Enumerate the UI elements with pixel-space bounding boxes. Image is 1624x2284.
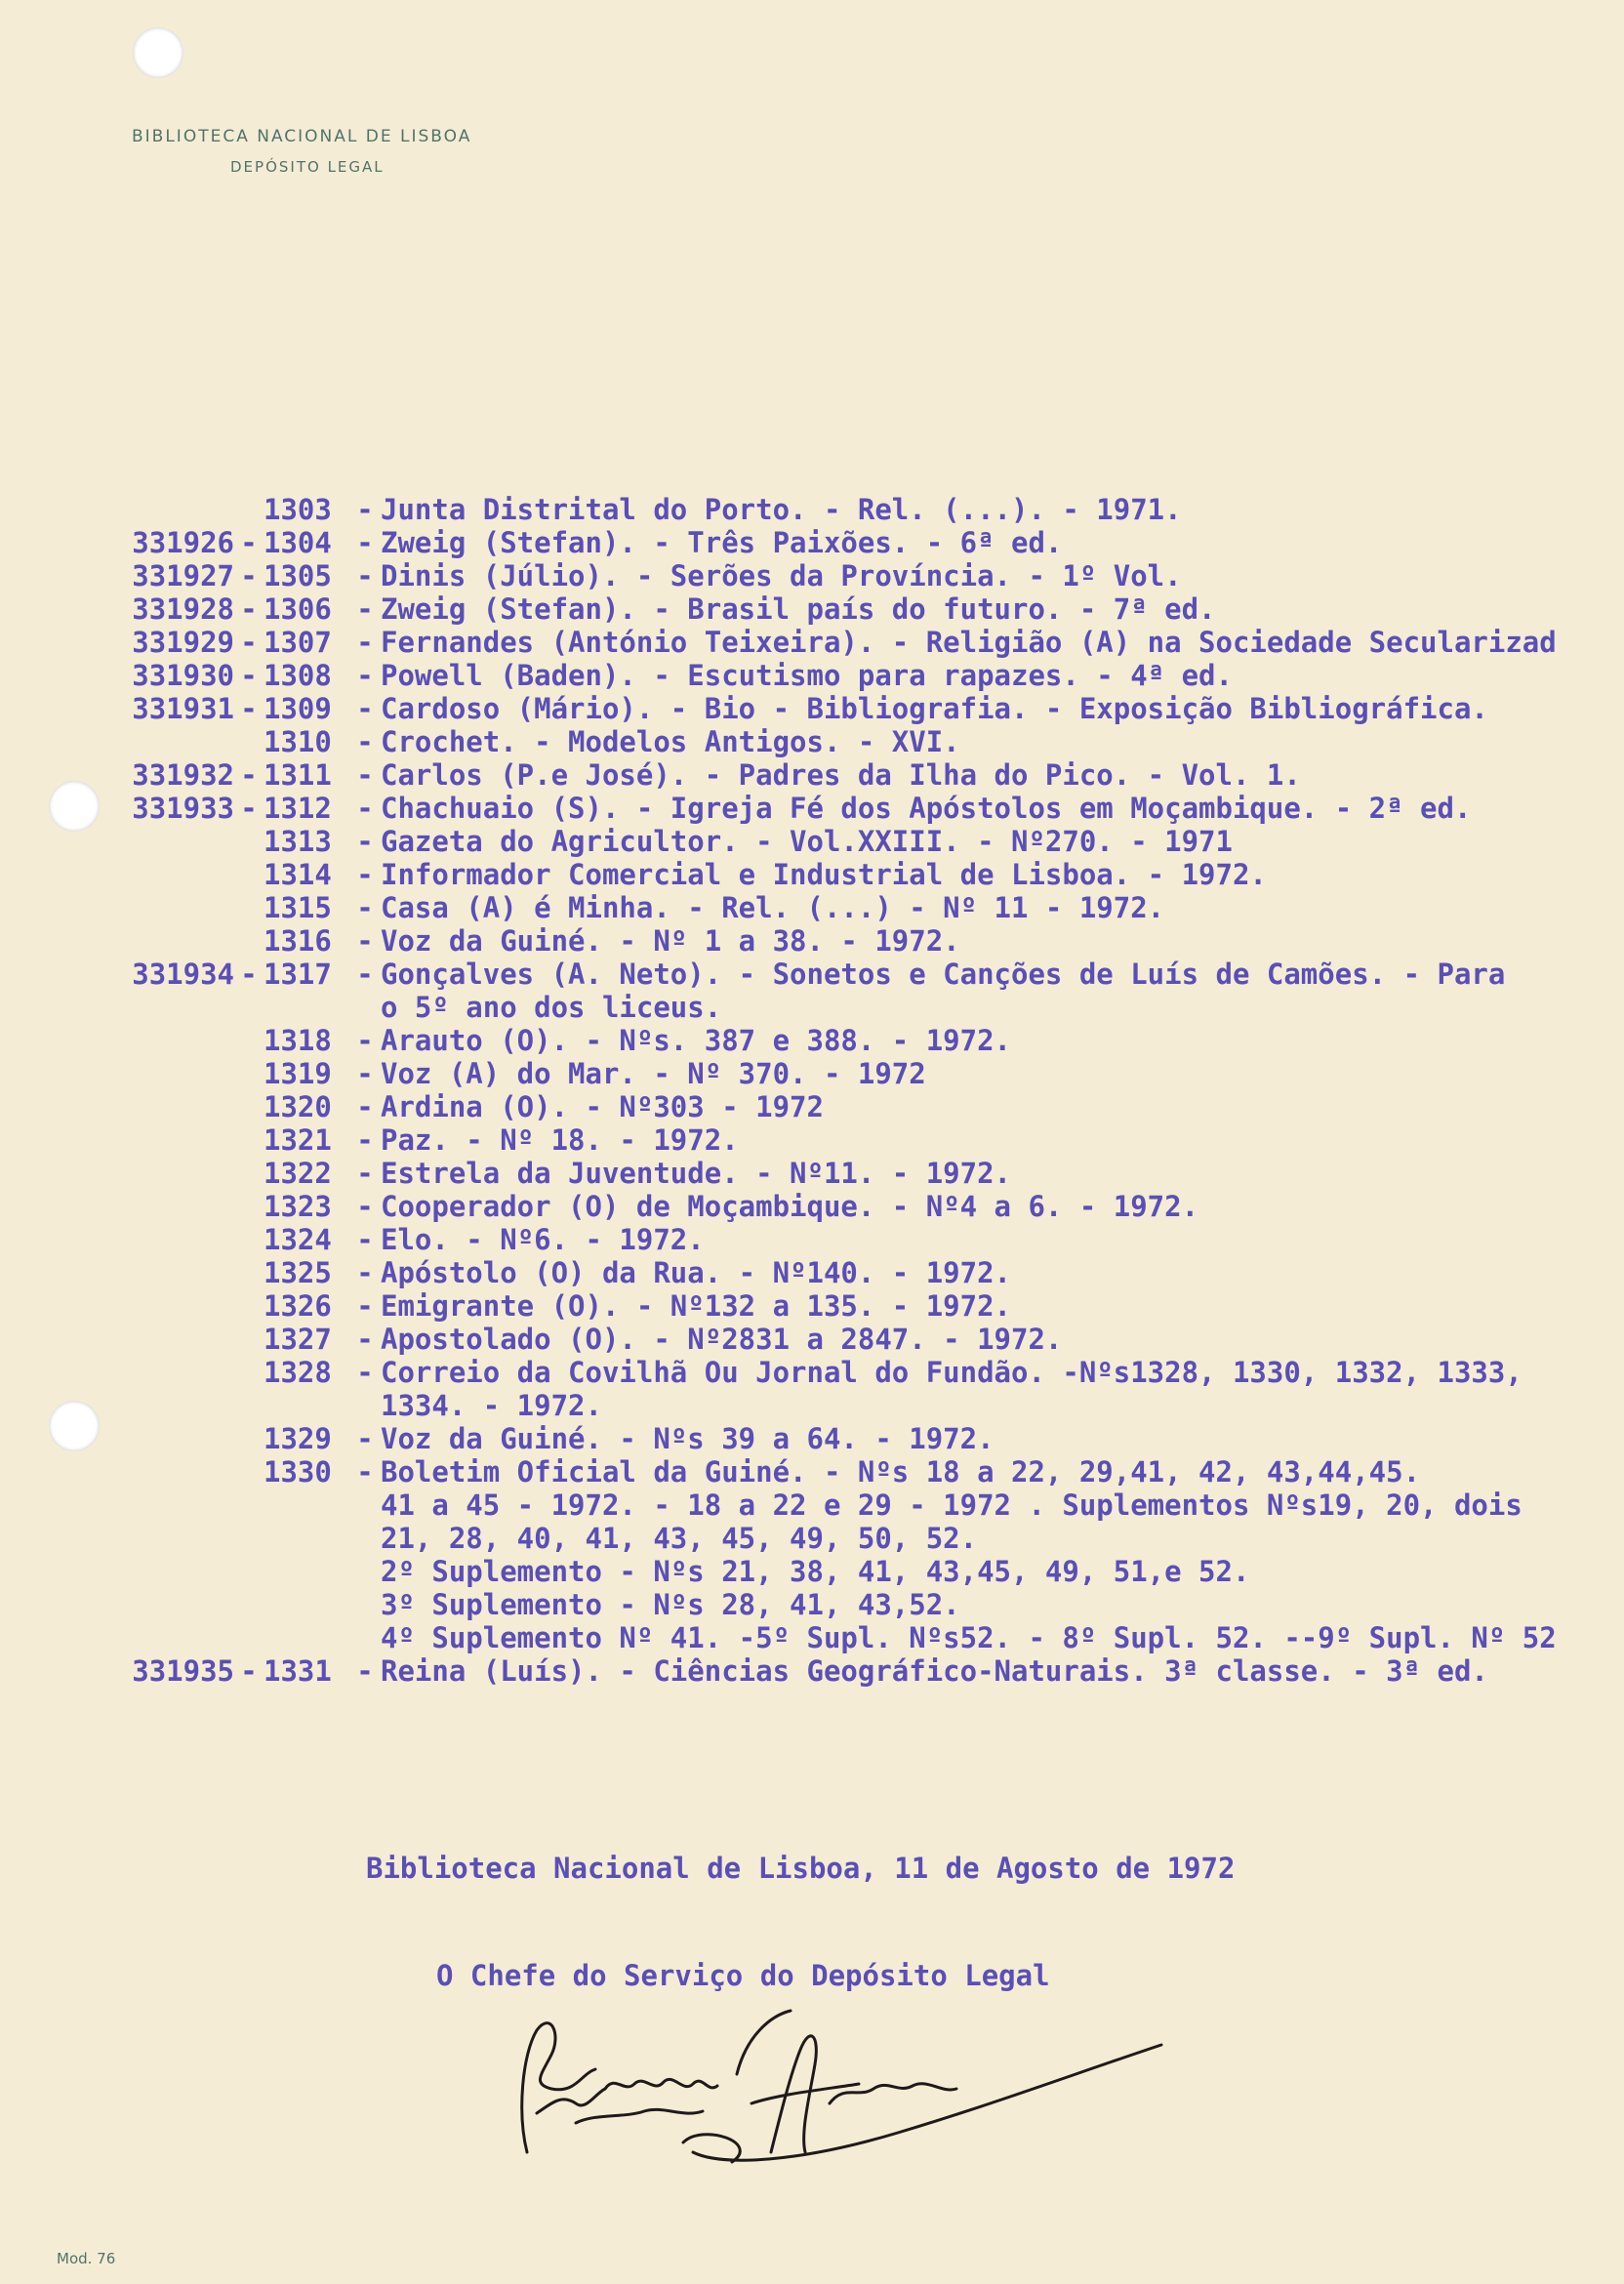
list-item — [98, 1422, 1615, 1455]
entry-text: Zweig (Stefan). - Três Paixões. - 6ª ed. — [381, 526, 1063, 559]
accession-number: 331934 — [132, 958, 234, 991]
entry-text: Carlos (P.e José). - Padres da Ilha do Pico. - Vol. 1. — [381, 758, 1301, 792]
separator-dash: - — [356, 1024, 374, 1057]
separator-dash: - — [356, 1223, 374, 1256]
footer-chief-line: O Chefe do Serviço do Depósito Legal — [436, 1959, 1050, 1992]
signature — [508, 1996, 1171, 2191]
separator-dash: - — [240, 692, 258, 725]
separator-dash: - — [356, 592, 374, 626]
entry-number: 1309 — [264, 692, 332, 725]
entry-number: 1324 — [264, 1223, 332, 1256]
separator-dash: - — [356, 1356, 374, 1389]
separator-dash: - — [240, 592, 258, 626]
separator-dash: - — [356, 891, 374, 924]
list-item — [98, 891, 1615, 924]
entry-number: 1314 — [264, 858, 332, 891]
separator-dash: - — [240, 1654, 258, 1688]
separator-dash: - — [240, 559, 258, 592]
footer-date-line: Biblioteca Nacional de Lisboa, 11 de Agosto de 1972 — [366, 1852, 1236, 1885]
list-item — [98, 792, 1615, 825]
entry-text: Cardoso (Mário). - Bio - Bibliografia. - Exposição Bibliográfica. — [381, 692, 1488, 725]
entry-number: 1305 — [264, 559, 332, 592]
accession-number: 331932 — [132, 758, 234, 792]
list-item — [98, 1090, 1615, 1123]
entry-text: Voz da Guiné. - Nºs 39 a 64. - 1972. — [381, 1422, 995, 1455]
separator-dash: - — [356, 725, 374, 758]
entry-text: Dinis (Júlio). - Serões da Província. - 1º Vol. — [381, 559, 1182, 592]
list-item — [98, 958, 1615, 991]
entry-number: 1321 — [264, 1123, 332, 1157]
entry-number: 1331 — [264, 1654, 332, 1688]
entry-number: 1312 — [264, 792, 332, 825]
list-item — [98, 1289, 1615, 1323]
punch-hole-bottom — [49, 1401, 100, 1451]
separator-dash: - — [356, 1422, 374, 1455]
accession-number: 331935 — [132, 1654, 234, 1688]
entry-continuation: 21, 28, 40, 41, 43, 45, 49, 50, 52. — [381, 1522, 978, 1555]
list-item — [98, 1057, 1615, 1090]
form-number: Mod. 76 — [57, 2250, 116, 2267]
entry-number: 1325 — [264, 1256, 332, 1289]
separator-dash: - — [356, 792, 374, 825]
separator-dash: - — [356, 559, 374, 592]
letterhead-subtitle: DEPÓSITO LEGAL — [230, 158, 385, 176]
accession-number: 331927 — [132, 559, 234, 592]
letterhead-title: BIBLIOTECA NACIONAL DE LISBOA — [132, 127, 472, 146]
entry-number: 1319 — [264, 1057, 332, 1090]
entry-text: Zweig (Stefan). - Brasil país do futuro. - 7ª ed. — [381, 592, 1216, 626]
entry-number: 1315 — [264, 891, 332, 924]
entry-number: 1303 — [264, 493, 332, 526]
entry-number: 1323 — [264, 1190, 332, 1223]
entry-text: Casa (A) é Minha. - Rel. (...) - Nº 11 - 1972. — [381, 891, 1165, 924]
entry-text: Fernandes (António Teixeira). - Religião (A) na Sociedade Secularizad — [381, 626, 1557, 659]
separator-dash: - — [356, 958, 374, 991]
entry-text: Voz (A) do Mar. - Nº 370. - 1972 — [381, 1057, 926, 1090]
separator-dash: - — [356, 493, 374, 526]
entry-number: 1322 — [264, 1157, 332, 1190]
entry-continuation: 4º Suplemento Nº 41. -5º Supl. Nºs52. - 8º Supl. 52. --9º Supl. Nº 52 — [381, 1621, 1557, 1654]
accession-number: 331931 — [132, 692, 234, 725]
entry-text: Paz. - Nº 18. - 1972. — [381, 1123, 739, 1157]
entry-number: 1317 — [264, 958, 332, 991]
entry-number: 1328 — [264, 1356, 332, 1389]
entry-text: Elo. - Nº6. - 1972. — [381, 1223, 705, 1256]
entry-text: Gazeta do Agricultor. - Vol.XXIII. - Nº270. - 1971 — [381, 825, 1233, 858]
separator-dash: - — [240, 659, 258, 692]
separator-dash: - — [356, 858, 374, 891]
separator-dash: - — [356, 1090, 374, 1123]
list-item — [98, 1323, 1615, 1356]
separator-dash: - — [240, 758, 258, 792]
separator-dash: - — [356, 1654, 374, 1688]
separator-dash: - — [356, 758, 374, 792]
entry-number: 1311 — [264, 758, 332, 792]
entry-text: Apostolado (O). - Nº2831 a 2847. - 1972. — [381, 1323, 1063, 1356]
accession-number: 331930 — [132, 659, 234, 692]
entry-text: Voz da Guiné. - Nº 1 a 38. - 1972. — [381, 924, 960, 958]
list-item — [98, 1356, 1615, 1389]
list-item — [98, 1123, 1615, 1157]
separator-dash: - — [356, 659, 374, 692]
separator-dash: - — [356, 1289, 374, 1323]
separator-dash: - — [356, 924, 374, 958]
accession-number: 331933 — [132, 792, 234, 825]
entry-text: Reina (Luís). - Ciências Geográfico-Naturais. 3ª classe. - 3ª ed. — [381, 1654, 1488, 1688]
list-item — [98, 526, 1615, 559]
list-item — [98, 1024, 1615, 1057]
entry-number: 1308 — [264, 659, 332, 692]
separator-dash: - — [356, 1256, 374, 1289]
entry-text: Emigrante (O). - Nº132 a 135. - 1972. — [381, 1289, 1012, 1323]
list-item — [98, 825, 1615, 858]
separator-dash: - — [356, 1123, 374, 1157]
accession-number: 331929 — [132, 626, 234, 659]
separator-dash: - — [356, 692, 374, 725]
list-item — [98, 1654, 1615, 1688]
separator-dash: - — [356, 1190, 374, 1223]
list-item — [98, 692, 1615, 725]
punch-hole-top — [133, 27, 183, 78]
entry-text: Cooperador (O) de Moçambique. - Nº4 a 6. - 1972. — [381, 1190, 1199, 1223]
list-item — [98, 559, 1615, 592]
entry-number: 1326 — [264, 1289, 332, 1323]
list-item — [98, 1223, 1615, 1256]
entry-continuation: 2º Suplemento - Nºs 21, 38, 41, 43,45, 49, 51,e 52. — [381, 1555, 1250, 1588]
entry-text: Powell (Baden). - Escutismo para rapazes. - 4ª ed. — [381, 659, 1233, 692]
separator-dash: - — [240, 626, 258, 659]
list-item — [98, 1256, 1615, 1289]
punch-hole-middle — [49, 781, 100, 832]
entry-text: Boletim Oficial da Guiné. - Nºs 18 a 22, 29,41, 42, 43,44,45. — [381, 1455, 1421, 1489]
separator-dash: - — [356, 526, 374, 559]
entry-text: Crochet. - Modelos Antigos. - XVI. — [381, 725, 960, 758]
entry-text: Arauto (O). - Nºs. 387 e 388. - 1972. — [381, 1024, 1012, 1057]
entry-text: Gonçalves (A. Neto). - Sonetos e Canções de Luís de Camões. - Para — [381, 958, 1506, 991]
list-item — [98, 1455, 1615, 1489]
entry-number: 1316 — [264, 924, 332, 958]
list-item — [98, 626, 1615, 659]
list-item — [98, 659, 1615, 692]
entry-text: Estrela da Juventude. - Nº11. - 1972. — [381, 1157, 1012, 1190]
entry-number: 1329 — [264, 1422, 332, 1455]
separator-dash: - — [356, 1157, 374, 1190]
entry-continuation: o 5º ano dos liceus. — [381, 991, 722, 1024]
deposit-list — [98, 493, 1615, 1688]
entry-text: Ardina (O). - Nº303 - 1972 — [381, 1090, 824, 1123]
entry-number: 1320 — [264, 1090, 332, 1123]
entry-number: 1310 — [264, 725, 332, 758]
accession-number: 331928 — [132, 592, 234, 626]
list-item — [98, 758, 1615, 792]
separator-dash: - — [240, 958, 258, 991]
separator-dash: - — [356, 825, 374, 858]
entry-continuation: 1334. - 1972. — [381, 1389, 602, 1422]
accession-number: 331926 — [132, 526, 234, 559]
separator-dash: - — [356, 1455, 374, 1489]
entry-number: 1330 — [264, 1455, 332, 1489]
list-item — [98, 592, 1615, 626]
entry-text: Junta Distrital do Porto. - Rel. (...). - 1971. — [381, 493, 1182, 526]
separator-dash: - — [240, 526, 258, 559]
entry-number: 1313 — [264, 825, 332, 858]
entry-number: 1304 — [264, 526, 332, 559]
list-item — [98, 858, 1615, 891]
list-item — [98, 1157, 1615, 1190]
list-item — [98, 493, 1615, 526]
separator-dash: - — [240, 792, 258, 825]
entry-text: Chachuaio (S). - Igreja Fé dos Apóstolos em Moçambique. - 2ª ed. — [381, 792, 1472, 825]
entry-continuation: 3º Suplemento - Nºs 28, 41, 43,52. — [381, 1588, 960, 1621]
separator-dash: - — [356, 1057, 374, 1090]
separator-dash: - — [356, 1323, 374, 1356]
list-item — [98, 1190, 1615, 1223]
entry-number: 1307 — [264, 626, 332, 659]
entry-text: Informador Comercial e Industrial de Lisboa. - 1972. — [381, 858, 1267, 891]
list-item — [98, 924, 1615, 958]
entry-continuation: 41 a 45 - 1972. - 18 a 22 e 29 - 1972 . Suplementos Nºs19, 20, dois — [381, 1489, 1522, 1522]
entry-number: 1318 — [264, 1024, 332, 1057]
separator-dash: - — [356, 626, 374, 659]
entry-number: 1327 — [264, 1323, 332, 1356]
entry-text: Apóstolo (O) da Rua. - Nº140. - 1972. — [381, 1256, 1012, 1289]
list-item — [98, 725, 1615, 758]
entry-text: Correio da Covilhã Ou Jornal do Fundão. -Nºs1328, 1330, 1332, 1333, — [381, 1356, 1522, 1389]
entry-number: 1306 — [264, 592, 332, 626]
